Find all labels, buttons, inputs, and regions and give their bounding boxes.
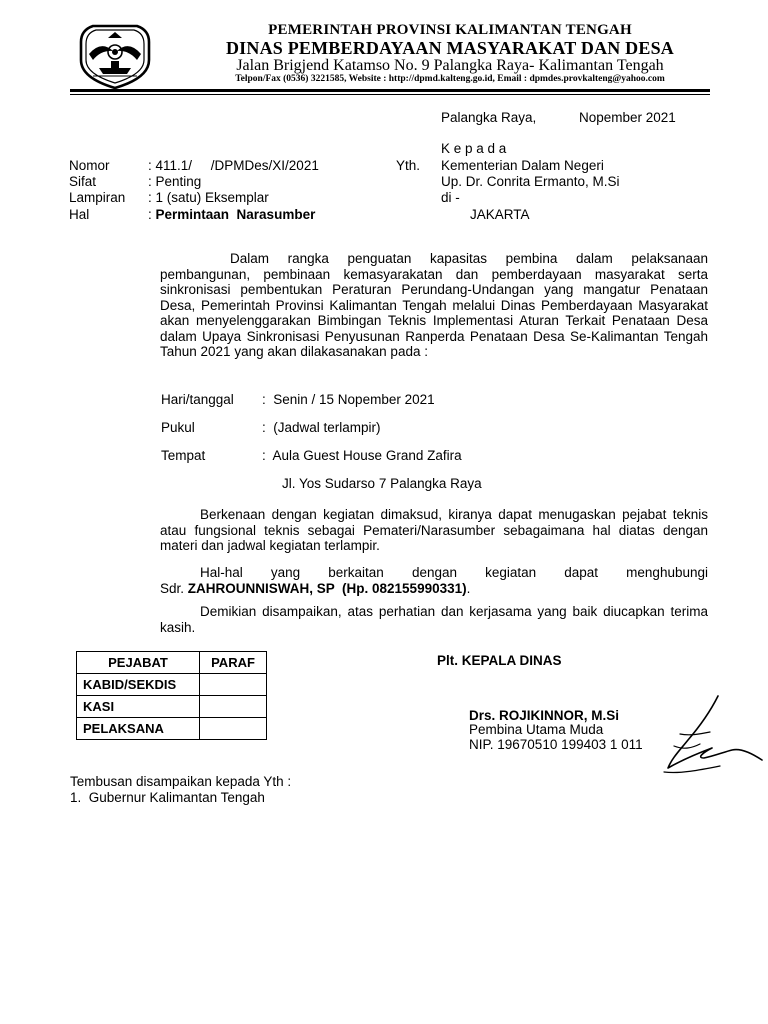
yth-label: Yth.	[396, 158, 421, 173]
tembusan-item: 1. Gubernur Kalimantan Tengah	[70, 790, 265, 805]
paragraph-1-text: Dalam rangka penguatan kapasitas pembina dalam pelaksanaan pembangunan, pembinaan kemasyarakatan dan pemberdayaan masyarakat serta sinkronisasi pembentukan Peraturan Perundang-Undangan yang mangatur Penataan Desa, Pemerintah Provinsi Kalimantan Tengah melalui Dinas Pemberdayaan Masyarakat akan menyelenggarakan Bimbingan Teknis Implementasi Aturan Terkait Penataan Desa dalam Upaya Sinkronisasi Penyusunan Ranperda Penataan Desa Se-Kalimantan Tengah Tahun 2021 yang akan dilakasanakan pada :	[160, 251, 708, 359]
pukul-label: Pukul	[161, 420, 195, 435]
tempat-value: : Aula Guest House Grand Zafira	[262, 448, 462, 463]
table-row	[77, 696, 267, 718]
signatory-nip: NIP. 19670510 199403 1 011	[469, 737, 643, 752]
lampiran-value: : 1 (satu) Eksemplar	[148, 190, 269, 205]
paraf-table-header	[77, 652, 267, 674]
sifat-label: Sifat	[69, 174, 97, 189]
letterhead-government: PEMERINTAH PROVINSI KALIMANTAN TENGAH	[268, 22, 632, 38]
sifat-value: : Penting	[148, 174, 202, 189]
letter-city: Palangka Raya,	[441, 110, 537, 125]
body-paragraph-4	[160, 604, 708, 635]
paraf-cell	[200, 718, 267, 740]
hari-value: : Senin / 15 Nopember 2021	[262, 392, 435, 407]
signatory-title: Plt. KEPALA DINAS	[437, 653, 562, 668]
body-paragraph-1	[160, 251, 708, 360]
paragraph-4-text: Demikian disampaikan, atas perhatian dan kerjasama yang baik diucapkan terima kasih.	[160, 604, 708, 635]
venue-address: Jl. Yos Sudarso 7 Palangka Raya	[282, 476, 482, 491]
lampiran-label: Lampiran	[69, 190, 126, 205]
tempat-label: Tempat	[161, 448, 206, 463]
hari-label: Hari/tanggal	[161, 392, 234, 407]
contact-suffix: .	[466, 580, 471, 596]
paraf-table	[76, 651, 267, 740]
body-paragraph-3	[160, 565, 708, 596]
signatory-rank: Pembina Utama Muda	[469, 722, 604, 737]
header-paraf: PARAF	[200, 652, 267, 674]
nomor-value: : 411.1/ /DPMDes/XI/2021	[148, 158, 319, 173]
recipient-line2: Up. Dr. Conrita Ermanto, M.Si	[441, 174, 620, 189]
contact-person: ZAHROUNNISWAH, SP (Hp. 082155990331)	[187, 580, 467, 596]
hal-colon: :	[148, 207, 156, 222]
provincial-emblem-icon	[75, 18, 155, 92]
recipient-line3: di -	[441, 190, 460, 205]
hal-label: Hal	[69, 207, 90, 222]
paraf-cell	[200, 696, 267, 718]
signatory-name: Drs. ROJIKINNOR, M.Si	[469, 708, 620, 723]
pukul-value: : (Jadwal terlampir)	[262, 420, 381, 435]
header-pejabat: PEJABAT	[77, 652, 200, 674]
letterhead-rule-thick	[70, 89, 710, 92]
paraf-cell	[200, 674, 267, 696]
nomor-label: Nomor	[69, 158, 110, 173]
paragraph-3-line1: Hal-hal yang berkaitan dengan kegiatan dapat menghubungi	[200, 565, 708, 580]
hal-row	[148, 207, 315, 223]
table-row	[77, 718, 267, 740]
letterhead-address: Jalan Brigjend Katamso No. 9 Palangka Raya- Kalimantan Tengah	[236, 57, 664, 74]
body-paragraph-2	[160, 507, 708, 554]
contact-prefix: Sdr.	[160, 580, 188, 596]
row-label-kasi: KASI	[77, 696, 200, 718]
letterhead-rule-thin	[70, 94, 710, 95]
letter-date: Nopember 2021	[579, 110, 676, 125]
paragraph-2-text: Berkenaan dengan kegiatan dimaksud, kiranya dapat menugaskan pejabat teknis atau fungsional teknis sebagai Pemateri/Narasumber sebagaimana hal diatas dengan materi dan jadwal kegiatan terlampir.	[160, 507, 708, 553]
row-label-kabid: KABID/SEKDIS	[77, 674, 200, 696]
tembusan-label: Tembusan disampaikan kepada Yth :	[70, 774, 292, 789]
paragraph-3-line2	[160, 581, 708, 597]
letterhead-agency: DINAS PEMBERDAYAAN MASYARAKAT DAN DESA	[225, 38, 674, 58]
handwritten-signature-icon	[660, 690, 766, 776]
kepada-label: K e p a d a	[441, 141, 507, 156]
table-row	[77, 674, 267, 696]
hal-value: Permintaan Narasumber	[155, 207, 316, 222]
row-label-pelaksana: PELAKSANA	[77, 718, 200, 740]
recipient-line1: Kementerian Dalam Negeri	[441, 158, 604, 173]
recipient-city: JAKARTA	[470, 207, 530, 222]
letterhead-contact: Telpon/Fax (0536) 3221585, Website : http://dpmd.kalteng.go.id, Email : dpmdes.provkalteng@yahoo.com	[235, 74, 665, 84]
